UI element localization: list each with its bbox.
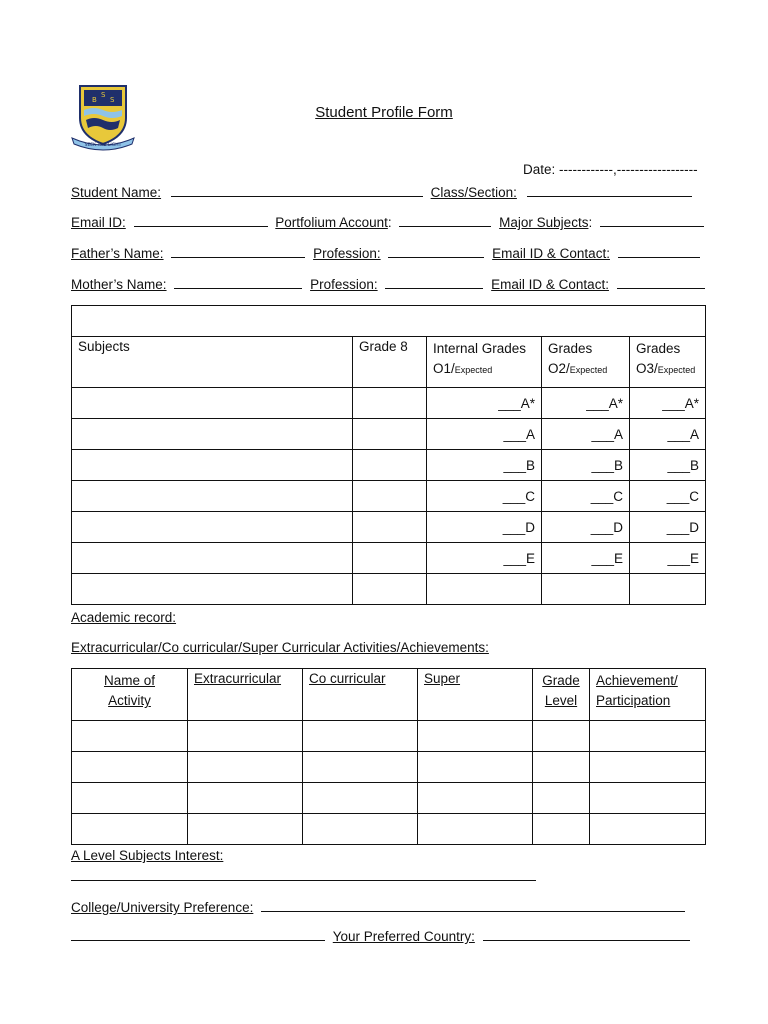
grade-row: [72, 543, 706, 574]
crest-letter-s1: S: [101, 91, 106, 99]
o3-expected: Expected: [657, 365, 696, 375]
date-label: Date:: [523, 162, 556, 177]
o2-grade-option[interactable]: ___E: [542, 543, 630, 574]
father-profession-label: Profession:: [313, 246, 381, 261]
class-section-field[interactable]: [527, 184, 692, 197]
fathers-name-field[interactable]: [171, 245, 305, 258]
grade-label: Grade: [542, 673, 580, 688]
participation-label: Participation: [596, 693, 671, 708]
grade-row: [72, 481, 706, 512]
mother-email-contact-label: Email ID & Contact:: [491, 277, 609, 292]
activity-cell[interactable]: [533, 752, 590, 783]
email-id-field[interactable]: [134, 214, 268, 227]
o3-grades-label: Grades: [636, 341, 681, 356]
level-label: Level: [544, 693, 578, 708]
activity-cell[interactable]: [418, 814, 533, 845]
activity-label: Activity: [108, 693, 151, 708]
activity-cell[interactable]: [533, 814, 590, 845]
achievement-header: [590, 669, 706, 721]
activity-cell[interactable]: [590, 814, 706, 845]
date-row: [523, 162, 698, 177]
grades-table-header: [72, 337, 706, 388]
activity-cell[interactable]: [303, 814, 418, 845]
grade-row-empty: [72, 574, 706, 605]
mother-profession-label: Profession:: [310, 277, 378, 292]
grade8-cell[interactable]: [353, 481, 427, 512]
activity-cell[interactable]: [188, 783, 303, 814]
subjects-header: Subjects: [72, 337, 353, 388]
o1-grade-option[interactable]: ___A*: [427, 388, 542, 419]
activity-cell[interactable]: [72, 752, 188, 783]
grades-table-top-row: [72, 306, 706, 337]
o1-grade-option[interactable]: ___A: [427, 419, 542, 450]
activity-row: [72, 783, 706, 814]
student-name-row: [71, 184, 692, 200]
o2-label: O2/: [548, 361, 570, 376]
grade8-cell[interactable]: [353, 543, 427, 574]
o2-grades-header: [542, 337, 630, 388]
mother-email-contact-field[interactable]: [617, 276, 705, 289]
country-field[interactable]: [483, 928, 690, 941]
activity-cell[interactable]: [188, 814, 303, 845]
activity-row: [72, 814, 706, 845]
country-row: [71, 928, 690, 944]
portfolio-account-label: Portfolium Account: [275, 215, 388, 230]
o3-grade-option[interactable]: ___A: [630, 419, 706, 450]
grade8-cell[interactable]: [353, 512, 427, 543]
subject-cell[interactable]: [72, 574, 353, 605]
major-subjects-field[interactable]: [600, 214, 704, 227]
activity-cell[interactable]: [303, 721, 418, 752]
mother-row: [71, 276, 705, 292]
o2-grade-option[interactable]: ___A*: [542, 388, 630, 419]
o3-grades-header: [630, 337, 706, 388]
internal-grades-label: Internal Grades: [433, 341, 527, 356]
activity-cell[interactable]: [188, 721, 303, 752]
o3-grade-cell[interactable]: [630, 574, 706, 605]
activity-row: [72, 752, 706, 783]
o2-grade-option[interactable]: ___C: [542, 481, 630, 512]
subject-cell[interactable]: [72, 512, 353, 543]
o3-grade-option[interactable]: ___B: [630, 450, 706, 481]
o2-grade-cell[interactable]: [542, 574, 630, 605]
grade-row: [72, 512, 706, 543]
grade8-cell[interactable]: [353, 574, 427, 605]
college-label: College/University Preference:: [71, 900, 254, 915]
father-profession-field[interactable]: [388, 245, 484, 258]
subject-cell[interactable]: [72, 543, 353, 574]
email-row: [71, 214, 704, 230]
activity-cell[interactable]: [303, 752, 418, 783]
o2-grade-option[interactable]: ___D: [542, 512, 630, 543]
co-curricular-header: Co curricular: [303, 669, 418, 721]
subject-cell[interactable]: [72, 481, 353, 512]
grade-row: [72, 419, 706, 450]
major-subjects-label: Major Subjects: [499, 215, 589, 230]
subject-cell[interactable]: [72, 388, 353, 419]
activity-cell[interactable]: [590, 721, 706, 752]
grades-table: [71, 305, 706, 605]
father-email-contact-field[interactable]: [618, 245, 700, 258]
super-header: Super: [418, 669, 533, 721]
achievement-label: Achievement/: [596, 673, 678, 688]
grade8-cell[interactable]: [353, 450, 427, 481]
o3-grade-option[interactable]: ___E: [630, 543, 706, 574]
o3-grade-option[interactable]: ___A*: [630, 388, 706, 419]
college-row: [71, 899, 685, 915]
grade8-cell[interactable]: [353, 388, 427, 419]
extracurricular-header: Extracurricular: [188, 669, 303, 721]
academic-record-heading: Academic record:: [71, 610, 177, 625]
grade8-cell[interactable]: [353, 419, 427, 450]
father-email-contact-label: Email ID & Contact:: [492, 246, 610, 261]
portfolio-colon: :: [387, 215, 392, 230]
student-name-label: Student Name:: [71, 185, 162, 200]
activity-cell[interactable]: [188, 752, 303, 783]
activity-row: [72, 721, 706, 752]
o1-grade-option[interactable]: ___B: [427, 450, 542, 481]
activities-heading: Extracurricular/Co curricular/Super Curricular Activities/Achievements:: [71, 640, 489, 655]
activity-cell[interactable]: [590, 752, 706, 783]
o1-label: O1/: [433, 361, 455, 376]
mothers-name-field[interactable]: [174, 276, 302, 289]
country-prefix-field[interactable]: [71, 928, 325, 941]
country-label: Your Preferred Country:: [332, 929, 475, 944]
date-value[interactable]: ------------,------------------: [559, 162, 698, 177]
crest-letter-b: B: [92, 96, 97, 104]
class-section-label: Class/Section:: [430, 185, 517, 200]
college-field[interactable]: [261, 899, 685, 912]
activities-table: [71, 668, 706, 845]
o2-grades-label: Grades: [548, 341, 593, 356]
grade-row: [72, 450, 706, 481]
o1-grade-option[interactable]: ___D: [427, 512, 542, 543]
o1-grade-cell[interactable]: [427, 574, 542, 605]
activity-cell[interactable]: [72, 814, 188, 845]
grade8-header: Grade 8: [353, 337, 427, 388]
father-row: [71, 245, 700, 261]
activities-table-header: [72, 669, 706, 721]
grade-level-header: [533, 669, 590, 721]
o1-expected: Expected: [454, 365, 493, 375]
mothers-name-label: Mother’s Name:: [71, 277, 167, 292]
activity-cell[interactable]: [533, 783, 590, 814]
internal-grades-header: [427, 337, 542, 388]
o3-grade-option[interactable]: ___D: [630, 512, 706, 543]
o3-grade-option[interactable]: ___C: [630, 481, 706, 512]
subject-cell[interactable]: [72, 419, 353, 450]
o2-grade-option[interactable]: ___B: [542, 450, 630, 481]
a-level-field[interactable]: [71, 880, 536, 881]
subject-cell[interactable]: [72, 450, 353, 481]
portfolio-account-field[interactable]: [399, 214, 491, 227]
o2-grade-option[interactable]: ___A: [542, 419, 630, 450]
a-level-heading: A Level Subjects Interest:: [71, 848, 224, 863]
activity-cell[interactable]: [72, 783, 188, 814]
o3-label: O3/: [636, 361, 658, 376]
major-subjects-colon: :: [588, 215, 593, 230]
activity-cell[interactable]: [418, 752, 533, 783]
crest-letter-s2: S: [110, 96, 115, 104]
grade-row: [72, 388, 706, 419]
fathers-name-label: Father’s Name:: [71, 246, 164, 261]
name-of-activity-header: [72, 669, 188, 721]
o2-expected: Expected: [569, 365, 608, 375]
activity-cell[interactable]: [533, 721, 590, 752]
page-title: Student Profile Form: [315, 104, 453, 121]
student-name-field[interactable]: [171, 184, 423, 197]
crest-motto: SEEK THE LIGHT: [84, 143, 122, 148]
activity-cell[interactable]: [418, 783, 533, 814]
o1-grade-option[interactable]: ___C: [427, 481, 542, 512]
o1-grade-option[interactable]: ___E: [427, 543, 542, 574]
grades-table-top-cell[interactable]: [72, 306, 706, 337]
activity-cell[interactable]: [590, 783, 706, 814]
email-id-label: Email ID:: [71, 215, 126, 230]
activity-cell[interactable]: [303, 783, 418, 814]
activity-cell[interactable]: [72, 721, 188, 752]
name-of-label: Name of: [103, 673, 156, 688]
mother-profession-field[interactable]: [385, 276, 483, 289]
activity-cell[interactable]: [418, 721, 533, 752]
